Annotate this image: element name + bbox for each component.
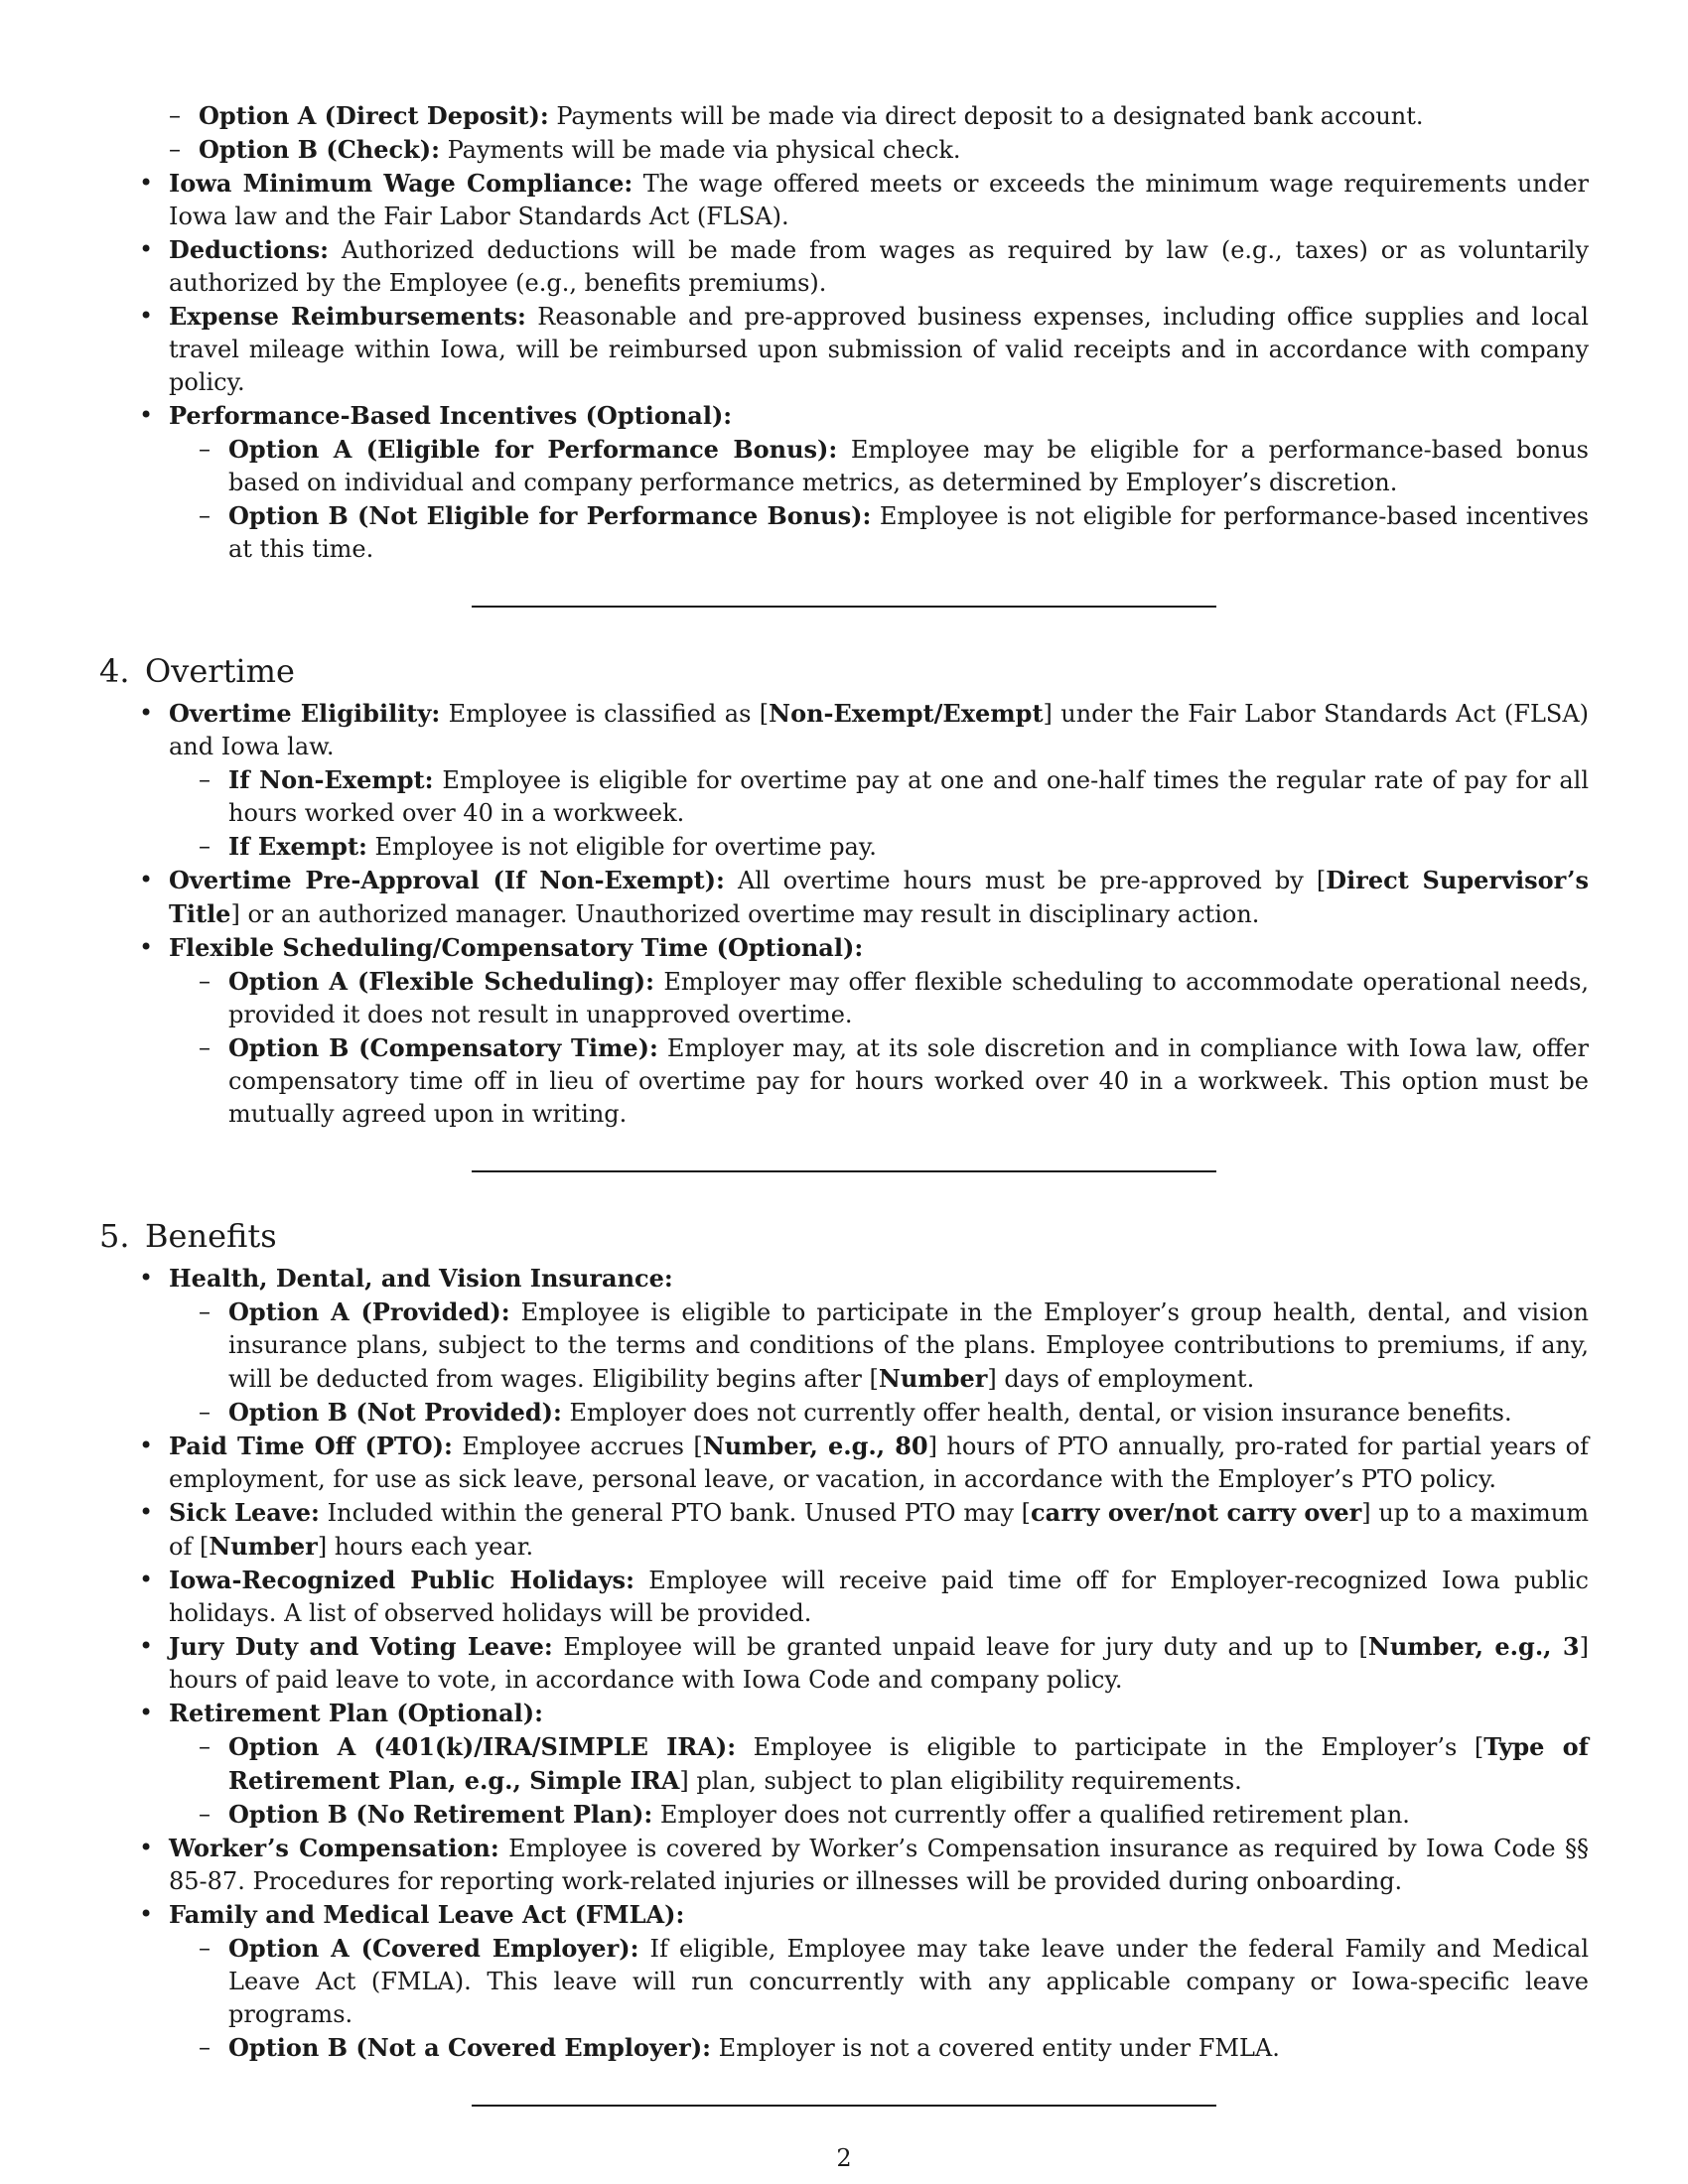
list-item: • Jury Duty and Voting Leave: Employee will be granted unpaid leave for jury duty and up to [Number, e.g., 3] hours of paid leave to vote, in accordance with Iowa Code and company policy.	[99, 1630, 1589, 1697]
list-item: – If Non-Exempt: Employee is eligible for overtime pay at one and one-half times the regular rate of pay for all hours worked over 40 in a workweek.	[169, 763, 1589, 830]
incentive-options-list	[169, 433, 1589, 566]
list-item: – Option B (Not Eligible for Performance Bonus): Employee is not eligible for performance-based incentives at this time.	[169, 499, 1589, 566]
payment-options-list	[139, 99, 1589, 167]
list-item: • Iowa Minimum Wage Compliance: The wage offered meets or exceeds the minimum wage requirements under Iowa law and the Fair Labor Standards Act (FLSA).	[99, 167, 1589, 233]
eligibility-options-list	[169, 763, 1589, 864]
list-item: – Option B (Not Provided): Employer does not currently offer health, dental, or vision insurance benefits.	[169, 1396, 1589, 1430]
list-item: • Family and Medical Leave Act (FMLA): – Option A (Covered Employer): If eligible, Employee may take leave under the federal Family and Medical Leave Act (FMLA). This leave will run concurrently with any applicable company or Iowa-specific leave programs. – Option B (Not a Covered Employer): Employer is not a covered entity under FMLA.	[99, 1898, 1589, 2065]
list-item: – If Exempt: Employee is not eligible for overtime pay.	[169, 830, 1589, 864]
list-item: • Expense Reimbursements: Reasonable and pre-approved business expenses, including office supplies and local travel mileage within Iowa, will be reimbursed upon submission of valid receipts and in accordance with company policy.	[99, 300, 1589, 399]
flexible-options-list	[169, 965, 1589, 1131]
page-content	[99, 99, 1589, 2107]
retirement-options-list	[169, 1730, 1589, 1832]
list-item: • Iowa-Recognized Public Holidays: Employee will receive paid time off for Employer-recognized Iowa public holidays. A list of observed holidays will be provided.	[99, 1564, 1589, 1630]
benefits-list	[99, 1262, 1589, 2065]
section-heading-benefits: 5. Benefits	[99, 1217, 277, 1255]
list-item: • Sick Leave: Included within the general PTO bank. Unused PTO may [carry over/not carry over] up to a maximum of [Number] hours each year.	[99, 1496, 1589, 1564]
compensation-list	[99, 167, 1589, 566]
list-item: • Deductions: Authorized deductions will be made from wages as required by law (e.g., taxes) or as voluntarily authorized by the Employee (e.g., benefits premiums).	[99, 233, 1589, 300]
list-item: – Option B (Not a Covered Employer): Employer is not a covered entity under FMLA.	[169, 2031, 1589, 2065]
list-item: – Option B (No Retirement Plan): Employer does not currently offer a qualified retirement plan.	[169, 1798, 1589, 1832]
section-divider	[472, 2105, 1216, 2107]
list-item: • Performance-Based Incentives (Optional): – Option A (Eligible for Performance Bonus): Employee may be eligible for a performance-based bonus based on individual and company performance metrics, as determined by Employer’s discretion. – Option B (Not Eligible for Performance Bonus): Employee is not eligible for performance-based incentives at this time.	[99, 399, 1589, 566]
fmla-options-list	[169, 1932, 1589, 2065]
section-heading-overtime: 4. Overtime	[99, 652, 295, 690]
list-item: • Flexible Scheduling/Compensatory Time (Optional): – Option A (Flexible Scheduling): Employer may offer flexible scheduling to accommodate operational needs, provided it does not result in unapproved overtime. – Option B (Compensatory Time): Employer may, at its sole discretion and in compliance with Iowa law, offer compensatory time off in lieu of overtime pay for hours worked over 40 in a workweek. This option must be mutually agreed upon in writing.	[99, 931, 1589, 1131]
section-divider	[472, 606, 1216, 608]
insurance-options-list	[169, 1296, 1589, 1430]
list-item: – Option A (Flexible Scheduling): Employer may offer flexible scheduling to accommodate operational needs, provided it does not result in unapproved overtime.	[169, 965, 1589, 1031]
list-item: • Health, Dental, and Vision Insurance: – Option A (Provided): Employee is eligible to participate in the Employer’s group health, dental, and vision insurance plans, subject to the terms and conditions of the plans. Employee contributions to premiums, if any, will be deducted from wages. Eligibility begins after [Number] days of employment. – Option B (Not Provided): Employer does not currently offer health, dental, or vision insurance benefits.	[99, 1262, 1589, 1430]
list-item: • Overtime Pre-Approval (If Non-Exempt): All overtime hours must be pre-approved by [Direct Supervisor’s Title] or an authorized manager. Unauthorized overtime may result in disciplinary action.	[99, 864, 1589, 931]
list-item: • Retirement Plan (Optional): – Option A (401(k)/IRA/SIMPLE IRA): Employee is eligible to participate in the Employer’s [Type of Retirement Plan, e.g., Simple IRA] plan, subject to plan eligibility requirements. – Option B (No Retirement Plan): Employer does not currently offer a qualified retirement plan.	[99, 1697, 1589, 1832]
list-item: • Overtime Eligibility: Employee is classified as [Non-Exempt/Exempt] under the Fair Labor Standards Act (FLSA) and Iowa law. – If Non-Exempt: Employee is eligible for overtime pay at one and one-half times the regular rate of pay for all hours worked over 40 in a workweek. – If Exempt: Employee is not eligible for overtime pay.	[99, 697, 1589, 864]
list-item: • Paid Time Off (PTO): Employee accrues [Number, e.g., 80] hours of PTO annually, pro-rated for partial years of employment, for use as sick leave, personal leave, or vacation, in accordance with the Employer’s PTO policy.	[99, 1430, 1589, 1496]
list-item: • Worker’s Compensation: Employee is covered by Worker’s Compensation insurance as required by Iowa Code §§ 85-87. Procedures for reporting work-related injuries or illnesses will be provided during onboarding.	[99, 1832, 1589, 1898]
page-number: 2	[836, 2144, 852, 2172]
list-item: – Option A (401(k)/IRA/SIMPLE IRA): Employee is eligible to participate in the Employer’s [Type of Retirement Plan, e.g., Simple IRA] plan, subject to plan eligibility requirements.	[169, 1730, 1589, 1798]
section-divider	[472, 1170, 1216, 1172]
list-item: – Option A (Direct Deposit): Payments will be made via direct deposit to a designated bank account.	[139, 99, 1589, 133]
list-item: – Option B (Compensatory Time): Employer may, at its sole discretion and in compliance with Iowa law, offer compensatory time off in lieu of overtime pay for hours worked over 40 in a workweek. This option must be mutually agreed upon in writing.	[169, 1031, 1589, 1131]
list-item: – Option B (Check): Payments will be made via physical check.	[139, 133, 1589, 167]
list-item: – Option A (Provided): Employee is eligible to participate in the Employer’s group health, dental, and vision insurance plans, subject to the terms and conditions of the plans. Employee contributions to premiums, if any, will be deducted from wages. Eligibility begins after [Number] days of employment.	[169, 1296, 1589, 1396]
list-item: – Option A (Eligible for Performance Bonus): Employee may be eligible for a performance-based bonus based on individual and company performance metrics, as determined by Employer’s discretion.	[169, 433, 1589, 499]
list-item: – Option A (Covered Employer): If eligible, Employee may take leave under the federal Family and Medical Leave Act (FMLA). This leave will run concurrently with any applicable company or Iowa-specific leave programs.	[169, 1932, 1589, 2031]
overtime-list	[99, 697, 1589, 1131]
